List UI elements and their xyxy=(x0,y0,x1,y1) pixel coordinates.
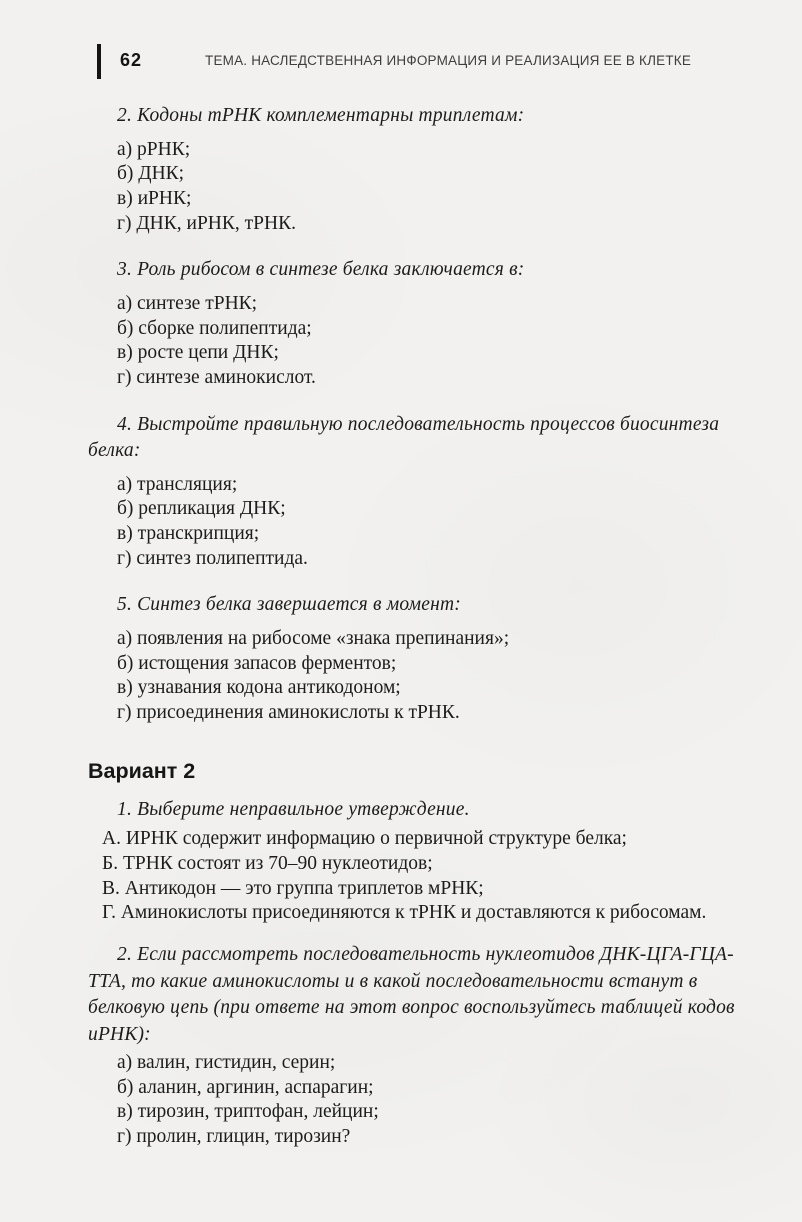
variant-2-heading: Вариант 2 xyxy=(88,758,196,783)
option-item: Г. Аминокислоты присоединяются к тРНК и доставляются к рибосомам. xyxy=(102,902,707,924)
option-item: Б. ТРНК состоят из 70–90 нуклеотидов; xyxy=(102,852,433,874)
question-prompt: 4. Выстройте правильную последовательность процессов биосинтеза белка: xyxy=(88,413,720,462)
option-item: в) росте цепи ДНК; xyxy=(117,342,279,364)
running-head: ТЕМА. НАСЛЕДСТВЕННАЯ ИНФОРМАЦИЯ И РЕАЛИЗАЦИЯ ЕЕ В КЛЕТКЕ xyxy=(205,53,692,68)
question-prompt: 1. Выберите неправильное утверждение. xyxy=(117,798,470,820)
option-item: б) аланин, аргинин, аспарагин; xyxy=(117,1076,374,1098)
page-number: 62 xyxy=(120,50,143,70)
question-prompt: 3. Роль рибосом в синтезе белка заключается в: xyxy=(117,259,525,281)
question-block-v1-5 xyxy=(88,571,754,725)
question-block-v1-4 xyxy=(88,391,754,572)
option-item: в) иРНК; xyxy=(117,187,192,209)
option-item: в) узнавания кодона антикодоном; xyxy=(117,677,401,699)
option-item: б) сборке полипептида; xyxy=(117,317,312,339)
option-item: а) синтезе тРНК; xyxy=(117,292,258,314)
option-item: б) истощения запасов ферментов; xyxy=(117,652,397,674)
option-item: г) синтез полипептида. xyxy=(117,547,308,569)
option-item: а) трансляция; xyxy=(117,473,238,495)
header-divider-bar xyxy=(97,44,101,79)
option-item: б) ДНК; xyxy=(117,163,185,185)
option-item: а) рРНК; xyxy=(117,138,191,160)
question-block-v2-1 xyxy=(88,797,754,926)
question-block-v1-3 xyxy=(88,236,754,390)
option-item: г) пролин, глицин, тирозин? xyxy=(117,1126,351,1148)
option-item: А. ИРНК содержит информацию о первичной структуре белка; xyxy=(102,828,627,850)
option-item: а) появления на рибосоме «знака препинания»; xyxy=(117,627,510,649)
question-block-v2-2 xyxy=(88,926,754,1150)
option-item: б) репликация ДНК; xyxy=(117,498,286,520)
question-prompt: 2. Кодоны тРНК комплементарны триплетам: xyxy=(117,105,525,126)
question-prompt: 5. Синтез белка завершается в момент: xyxy=(117,594,461,616)
option-item: в) транскрипция; xyxy=(117,523,260,545)
text-column xyxy=(88,95,754,1150)
option-item: а) валин, гистидин, серин; xyxy=(117,1052,336,1074)
question-prompt: 2. Если рассмотреть последовательность нуклеотидов ДНК-ЦГА-ГЦА-ТТА, то какие аминокислоты и в какой последовательности встанут в белковую цепь (при ответе на этот вопрос воспользуйтесь таблицей кодов иРНК): xyxy=(88,944,735,1045)
question-block-v1-2 xyxy=(88,95,754,236)
option-item: в) тирозин, триптофан, лейцин; xyxy=(117,1101,379,1123)
option-item: г) ДНК, иРНК, тРНК. xyxy=(117,212,296,234)
option-item: В. Антикодон — это группа триплетов мРНК; xyxy=(102,877,484,899)
option-item: г) синтезе аминокислот. xyxy=(117,366,316,388)
option-item: г) присоединения аминокислоты к тРНК. xyxy=(117,702,460,724)
